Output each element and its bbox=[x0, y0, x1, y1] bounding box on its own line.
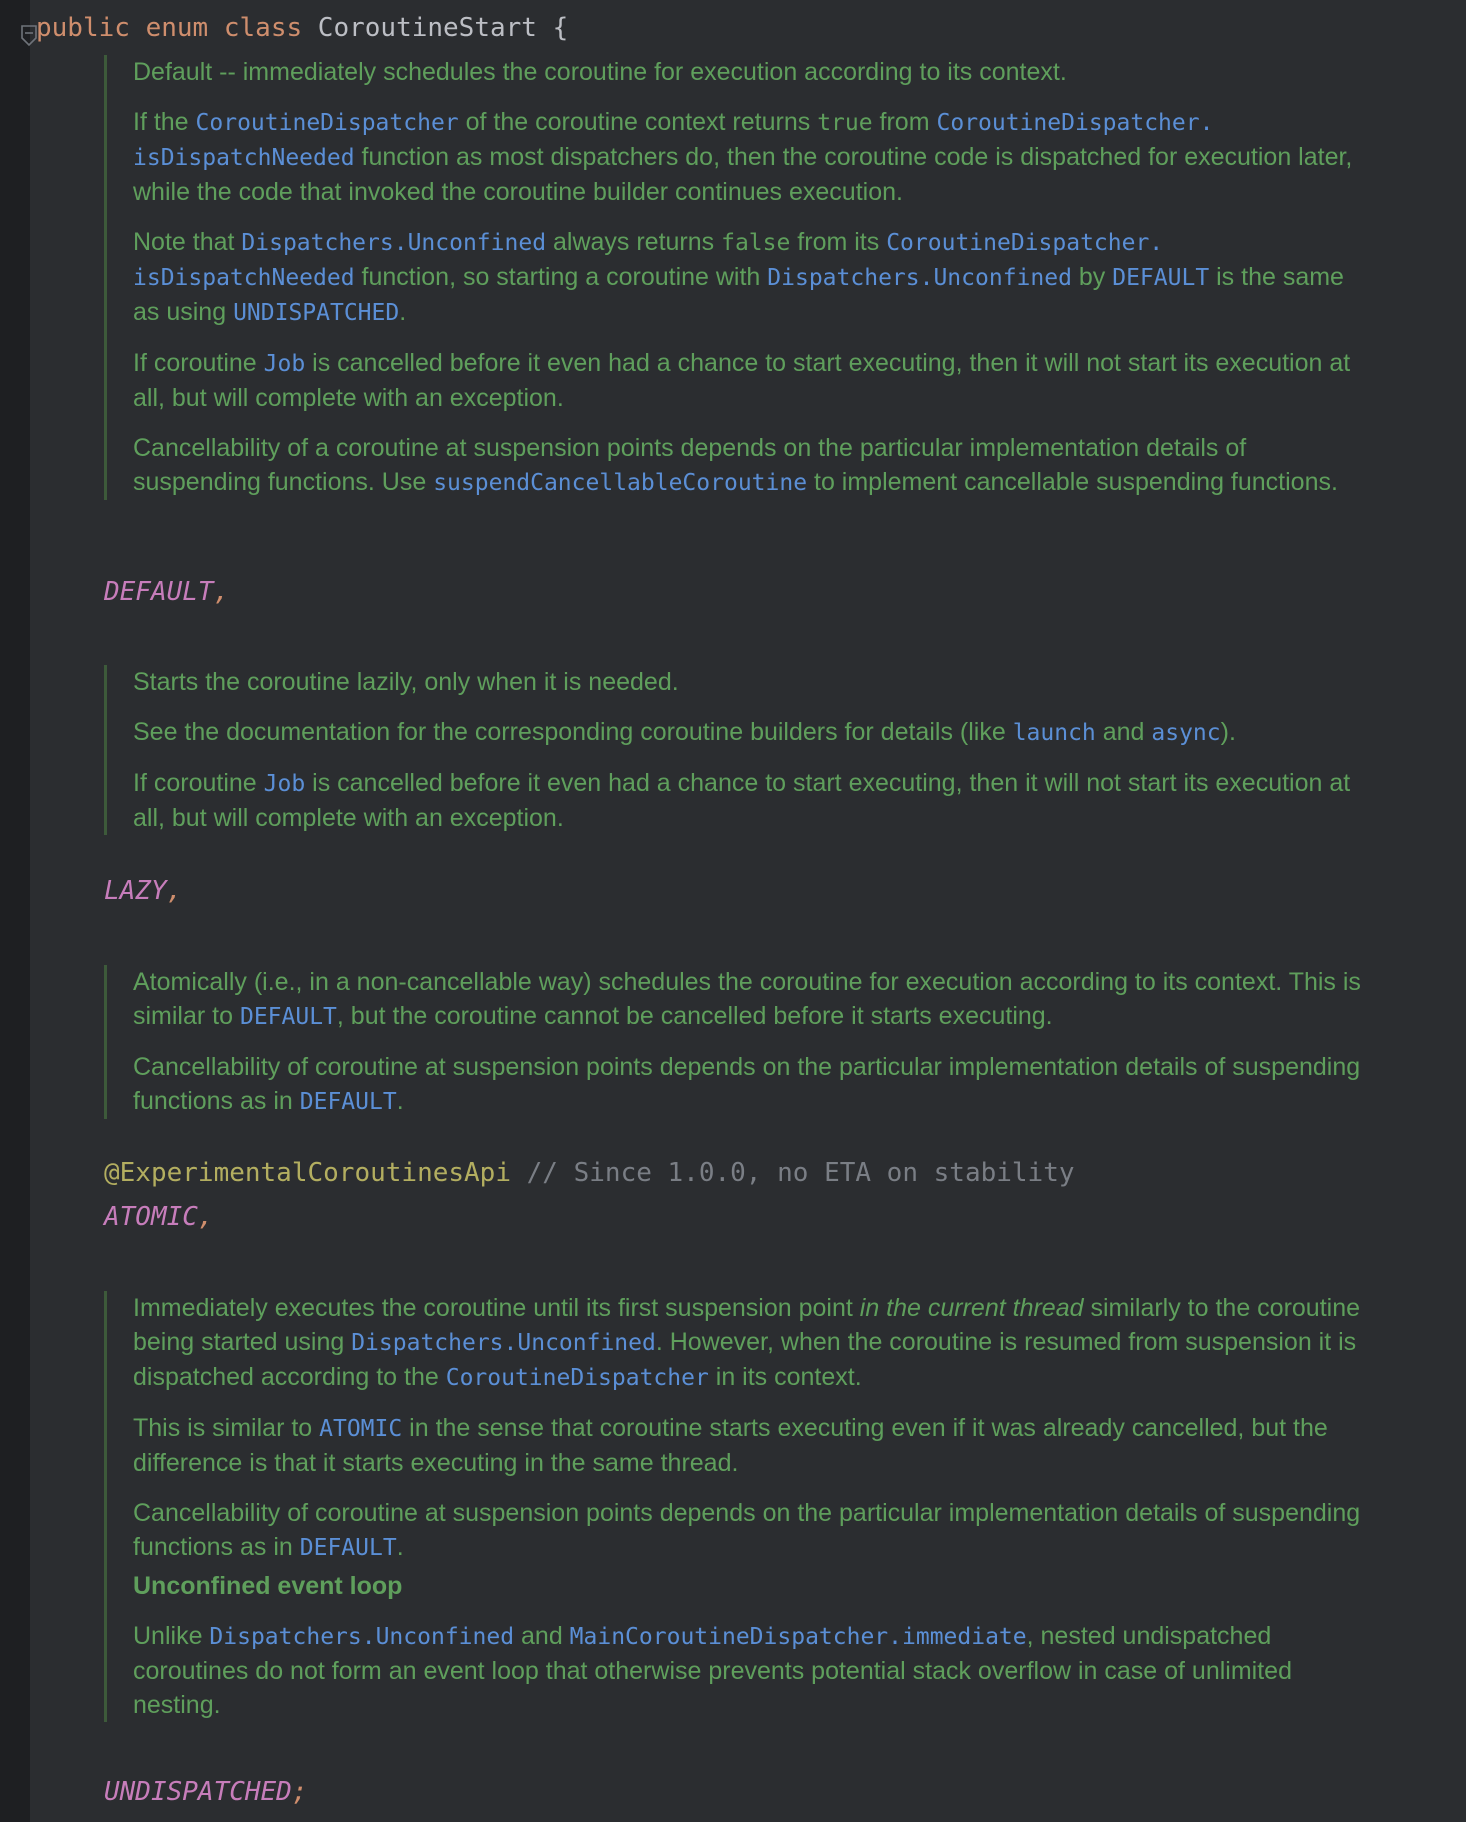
doc-link[interactable]: Dispatchers.Unconfined bbox=[209, 1624, 515, 1650]
doc-link[interactable]: MainCoroutineDispatcher.immediate bbox=[569, 1624, 1027, 1650]
doc-link[interactable]: DEFAULT bbox=[299, 1535, 397, 1561]
doc-link[interactable]: Dispatchers.Unconfined bbox=[351, 1330, 656, 1356]
doc-link[interactable]: CoroutineDispatcher bbox=[195, 110, 459, 136]
doc-link[interactable]: CoroutineDispatcher bbox=[445, 1365, 709, 1391]
editor-gutter bbox=[0, 0, 30, 1822]
doc-comment-lazy bbox=[104, 665, 1374, 835]
open-brace: { bbox=[552, 13, 569, 43]
doc-link[interactable]: DEFAULT bbox=[1112, 265, 1210, 291]
doc-code: true bbox=[817, 110, 873, 136]
doc-paragraph: Atomically (i.e., in a non-cancellable way) schedules the coroutine for execution according to its context. This is similar to DEFAULT, but the coroutine cannot be cancelled before it starts executing. bbox=[133, 968, 1361, 1030]
doc-paragraph: Unlike Dispatchers.Unconfined and MainCoroutineDispatcher.immediate, nested undispatched coroutines do not form an event loop that otherwise prevents potential stack overflow in case of unlimited nesting. bbox=[133, 1622, 1292, 1719]
doc-paragraph: This is similar to ATOMIC in the sense that coroutine starts executing even if it was already cancelled, but the difference is that it starts executing in the same thread. bbox=[133, 1414, 1328, 1477]
doc-paragraph: If coroutine Job is cancelled before it even had a chance to start executing, then it will not start its execution at all, but will complete with an exception. bbox=[133, 349, 1351, 412]
line-comment: // Since 1.0.0, no ETA on stability bbox=[511, 1158, 1075, 1188]
doc-paragraph: Starts the coroutine lazily, only when it is needed. bbox=[133, 668, 679, 696]
doc-link[interactable]: suspendCancellableCoroutine bbox=[433, 470, 808, 496]
doc-link[interactable]: CoroutineDispatcher. bbox=[936, 110, 1214, 136]
doc-paragraph: If the CoroutineDispatcher of the coroutine context returns true from CoroutineDispatcher. isDispatchNeeded function as most dispatchers do, then the coroutine code is dispatched for execution later, while the code that invoked the coroutine builder continues execution. bbox=[133, 108, 1353, 206]
doc-paragraph: See the documentation for the corresponding coroutine builders for details (like launch and async). bbox=[133, 718, 1236, 746]
enum-entry-undispatched[interactable]: UNDISPATCHED; bbox=[104, 1777, 308, 1807]
doc-paragraph: Cancellability of coroutine at suspension points depends on the particular implementation details of suspending functions as in DEFAULT. bbox=[133, 1053, 1361, 1115]
doc-paragraph: Immediately executes the coroutine until its first suspension point in the current thread similarly to the coroutine being started using Dispatchers.Unconfined. However, when the coroutine is resumed from suspension it is dispatched according to the CoroutineDispatcher in its context. bbox=[133, 1294, 1361, 1391]
doc-link[interactable]: Dispatchers.Unconfined bbox=[241, 230, 547, 256]
doc-link[interactable]: DEFAULT bbox=[239, 1004, 337, 1030]
keyword-public: public bbox=[36, 13, 130, 43]
enum-entry-lazy[interactable]: LAZY, bbox=[104, 876, 183, 906]
doc-link[interactable]: Job bbox=[263, 771, 306, 797]
doc-code: false bbox=[721, 230, 791, 256]
doc-link[interactable]: DEFAULT bbox=[299, 1089, 397, 1115]
doc-paragraph: Default -- immediately schedules the coroutine for execution according to its context. bbox=[133, 58, 1067, 86]
doc-link[interactable]: CoroutineDispatcher. bbox=[886, 230, 1164, 256]
doc-link[interactable]: Dispatchers.Unconfined bbox=[767, 265, 1072, 291]
annotation[interactable]: @ExperimentalCoroutinesApi bbox=[104, 1158, 511, 1188]
keyword-enum: enum bbox=[145, 13, 209, 43]
doc-heading: Unconfined event loop bbox=[133, 1572, 403, 1600]
class-name[interactable]: CoroutineStart bbox=[317, 13, 537, 43]
doc-comment-atomic bbox=[104, 965, 1374, 1119]
doc-emphasis: in the current thread bbox=[859, 1294, 1084, 1322]
doc-link[interactable]: UNDISPATCHED bbox=[233, 300, 400, 326]
doc-paragraph: Cancellability of a coroutine at suspension points depends on the particular implementation details of suspending functions. Use suspendCancellableCoroutine to implement cancellable suspending functions. bbox=[133, 434, 1338, 496]
doc-paragraph: Cancellability of coroutine at suspension points depends on the particular implementation details of suspending functions as in DEFAULT. bbox=[133, 1499, 1361, 1561]
doc-link[interactable]: ATOMIC bbox=[319, 1416, 403, 1442]
enum-entry-atomic[interactable]: ATOMIC, bbox=[104, 1202, 214, 1232]
doc-link[interactable]: isDispatchNeeded bbox=[133, 145, 355, 171]
doc-paragraph: Note that Dispatchers.Unconfined always returns false from its CoroutineDispatcher. isDispatchNeeded function, so starting a coroutine with Dispatchers.Unconfined by DEFAULT is the same as using UNDISPATCHED. bbox=[133, 228, 1344, 326]
enum-entry-default[interactable]: DEFAULT, bbox=[104, 577, 230, 607]
annotation-line bbox=[104, 1157, 1075, 1189]
doc-link[interactable]: isDispatchNeeded bbox=[133, 265, 355, 291]
doc-paragraph: If coroutine Job is cancelled before it even had a chance to start executing, then it will not start its execution at all, but will complete with an exception. bbox=[133, 769, 1351, 832]
doc-link[interactable]: async bbox=[1151, 720, 1221, 746]
doc-link[interactable]: launch bbox=[1012, 720, 1096, 746]
class-declaration bbox=[36, 12, 568, 44]
doc-link[interactable]: Job bbox=[263, 351, 306, 377]
keyword-class: class bbox=[223, 13, 303, 43]
doc-comment-undispatched bbox=[104, 1291, 1374, 1722]
doc-comment-default bbox=[104, 55, 1374, 500]
